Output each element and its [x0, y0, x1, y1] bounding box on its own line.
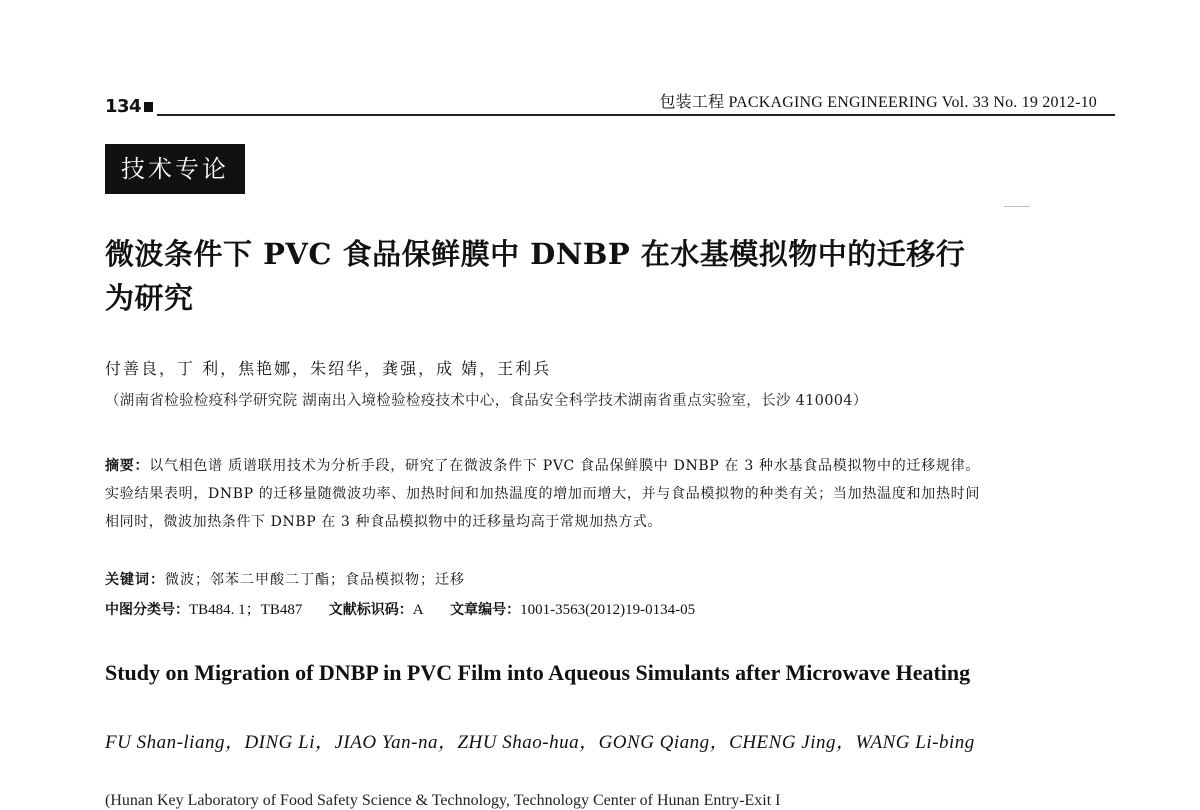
- affiliation-en: (Hunan Key Laboratory of Food Safety Science & Technology, Technology Center of Hunan Entry-Exit I: [105, 792, 781, 809]
- article-id-value: 1001-3563(2012)19-0134-05: [520, 602, 696, 618]
- article-title-cn: 微波条件下 PVC 食品保鲜膜中 DNBP 在水基模拟物中的迁移行为研究: [105, 237, 966, 315]
- section-tag: 技术专论: [105, 144, 245, 194]
- keywords-label: 关键词：: [105, 572, 165, 588]
- article-id-label: 文章编号：: [450, 602, 521, 618]
- abstract-text: 以气相色谱 质谱联用技术为分析手段，研究了在微波条件下 PVC 食品保鲜膜中 DNBP 在 3 种水基食品模拟物中的迁移规律。实验结果表明，DNBP 的迁移量随微波功率、加热时间和加热温度的增加而增大，并与食品模拟物的种类有关；当加热温度和加热时间相同时，微波加热条件下 DNBP 在 3 种食品模拟物中的迁移量均高于常规加热方式。: [105, 458, 980, 530]
- abstract-label: 摘要：: [105, 458, 150, 474]
- journal-citation: 包装工程 PACKAGING ENGINEERING Vol. 33 No. 19 2012-10: [659, 94, 1097, 111]
- page-number: 134: [105, 96, 142, 117]
- margin-mark: [1004, 206, 1030, 207]
- keywords-cn: [105, 568, 465, 592]
- affiliation-cn: （湖南省检验检疫科学研究院 湖南出入境检验检疫技术中心，食品安全科学技术湖南省重点实验室，长沙 410004）: [105, 393, 868, 409]
- classification-line: [105, 598, 717, 622]
- authors-en: FU Shan-liang，DING Li，JIAO Yan-na，ZHU Shao-hua，GONG Qiang，CHENG Jing，WANG Li-bing: [105, 732, 975, 753]
- header-rule: [157, 114, 1115, 116]
- article-title-en: Study on Migration of DNBP in PVC Film into Aqueous Simulants after Microwave Heating: [105, 660, 971, 685]
- clc-value: TB484. 1；TB487: [189, 602, 303, 618]
- doc-code-value: A: [412, 602, 424, 618]
- doc-code-label: 文献标识码：: [328, 602, 413, 618]
- running-header: [105, 84, 1115, 118]
- clc-label: 中图分类号：: [105, 602, 189, 618]
- keywords-text: 微波；邻苯二甲酸二丁酯；食品模拟物；迁移: [165, 572, 465, 588]
- abstract-cn: [105, 452, 980, 536]
- page-marker-square: [144, 102, 153, 112]
- authors-cn: 付善良，丁 利，焦艳娜，朱绍华，龚强，成 婧，王利兵: [105, 359, 552, 378]
